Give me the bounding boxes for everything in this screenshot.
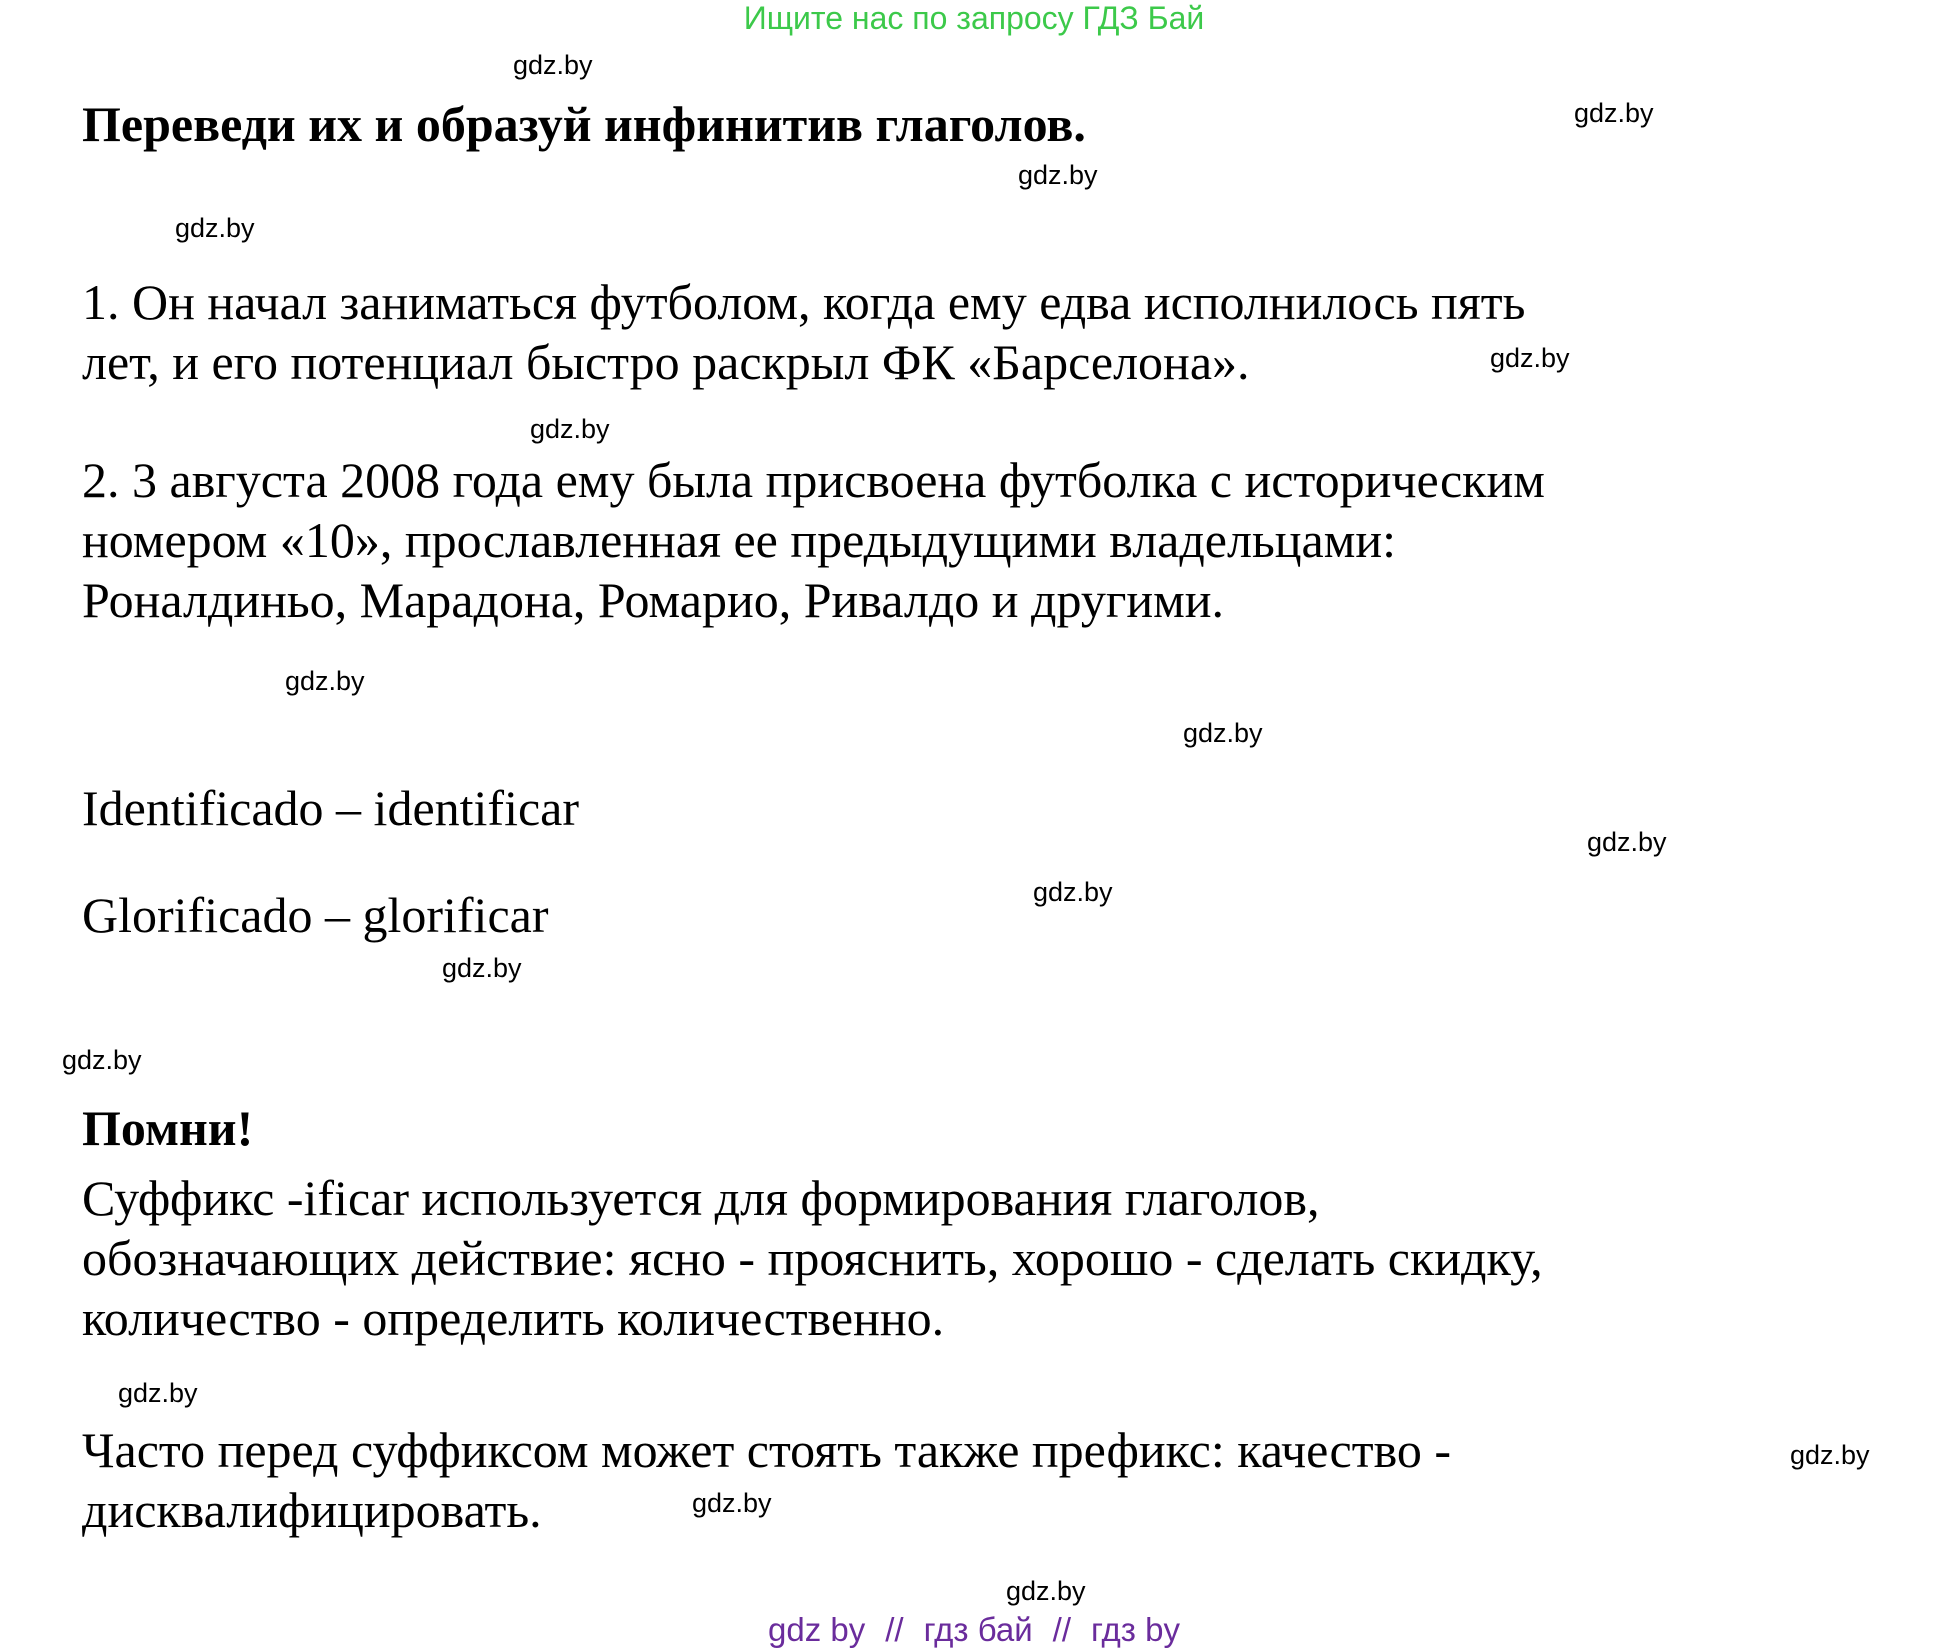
watermark: gdz.by bbox=[118, 1378, 198, 1408]
word-pair-identificar: Identificado – identificar bbox=[82, 780, 579, 836]
watermark: gdz.by bbox=[1574, 98, 1654, 128]
watermark: gdz.by bbox=[530, 414, 610, 444]
watermark: gdz.by bbox=[285, 666, 365, 696]
watermark: gdz.by bbox=[692, 1488, 772, 1518]
watermark: gdz.by bbox=[442, 953, 522, 983]
footer-links bbox=[0, 1612, 1948, 1648]
note-paragraph-1-line-1: Суффикс -ificar используется для формирования глаголов, bbox=[82, 1170, 1320, 1226]
watermark: gdz.by bbox=[1006, 1576, 1086, 1606]
watermark: gdz.by bbox=[1790, 1440, 1870, 1470]
footer-separator: // bbox=[885, 1611, 904, 1648]
watermark: gdz.by bbox=[1183, 718, 1263, 748]
sentence-2 bbox=[82, 450, 1545, 630]
word-pair-glorificar: Glorificado – glorificar bbox=[82, 887, 549, 943]
task-heading: Переведи их и образуй инфинитив глаголов. bbox=[82, 96, 1086, 152]
note-paragraph-2 bbox=[82, 1420, 1451, 1540]
top-banner[interactable]: Ищите нас по запросу ГДЗ Бай bbox=[743, 0, 1205, 36]
note-paragraph-1-line-3: количество - определить количественно. bbox=[82, 1290, 945, 1346]
note-paragraph-1-line-2: обозначающих действие: ясно - прояснить, хорошо - сделать скидку, bbox=[82, 1230, 1543, 1286]
watermark: gdz.by bbox=[175, 213, 255, 243]
watermark: gdz.by bbox=[1033, 877, 1113, 907]
footer-link-gdz-bai[interactable]: гдз бай bbox=[923, 1611, 1033, 1648]
footer-link-gdz-by[interactable]: gdz by bbox=[768, 1611, 866, 1648]
watermark: gdz.by bbox=[1587, 827, 1667, 857]
note-paragraph-2-line-2: дисквалифицировать. bbox=[82, 1482, 542, 1538]
watermark: gdz.by bbox=[513, 50, 593, 80]
watermark: gdz.by bbox=[1490, 343, 1570, 373]
sentence-2-line-1: 2. 3 августа 2008 года ему была присвоена футболка с историческим bbox=[82, 452, 1545, 508]
sentence-1 bbox=[82, 272, 1525, 392]
sentence-2-line-3: Роналдиньо, Марадона, Ромарио, Ривалдо и другими. bbox=[82, 572, 1224, 628]
watermark: gdz.by bbox=[1018, 160, 1098, 190]
footer-separator: // bbox=[1052, 1611, 1071, 1648]
note-title: Помни! bbox=[82, 1100, 254, 1156]
sentence-2-line-2: номером «10», прославленная ее предыдущими владельцами: bbox=[82, 512, 1396, 568]
sentence-1-line-2: лет, и его потенциал быстро раскрыл ФК «Барселона». bbox=[82, 334, 1250, 390]
footer-link-gdz-by-mixed[interactable]: гдз by bbox=[1091, 1611, 1180, 1648]
watermark: gdz.by bbox=[62, 1045, 142, 1075]
note-paragraph-1 bbox=[82, 1168, 1543, 1348]
sentence-1-line-1: 1. Он начал заниматься футболом, когда ему едва исполнилось пять bbox=[82, 274, 1526, 330]
note-paragraph-2-line-1: Часто перед суффиксом может стоять также префикс: качество - bbox=[82, 1422, 1452, 1478]
